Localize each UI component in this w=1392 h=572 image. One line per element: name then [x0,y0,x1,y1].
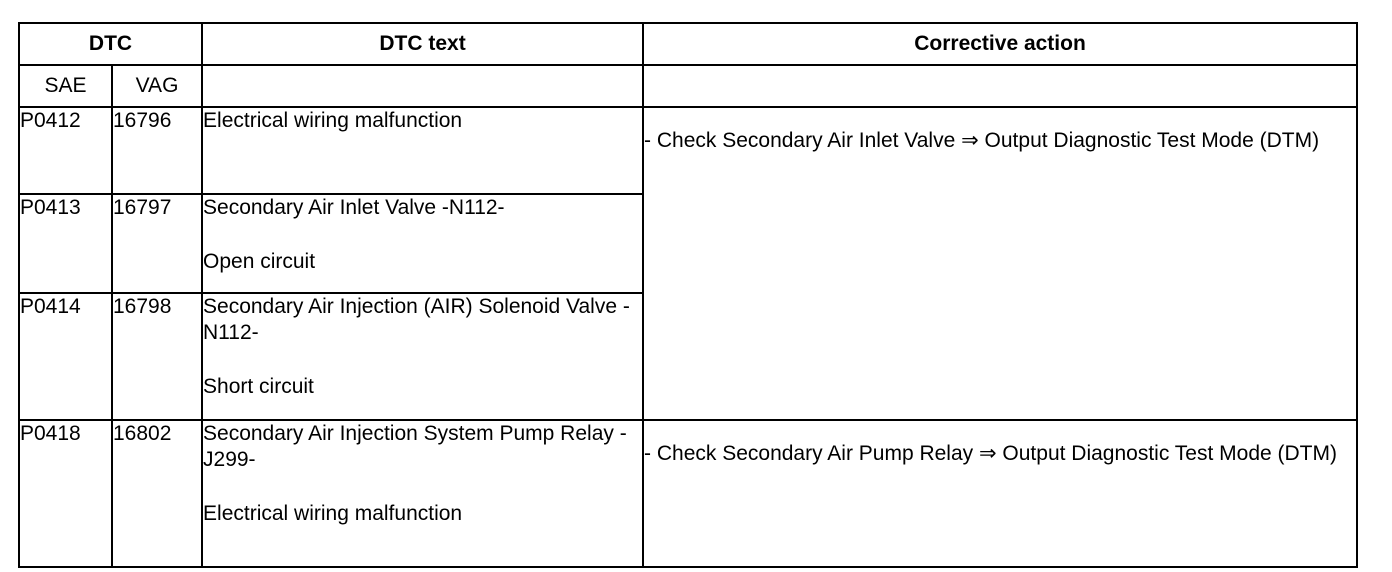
corrective-action-text: - Check Secondary Air Pump Relay ⇒ Output Diagnostic Test Mode (DTM) [644,442,1337,465]
dtc-text-line1: Secondary Air Injection System Pump Relay -J299- [203,422,627,471]
dtc-text-line2: Short circuit [203,375,314,398]
dtc-text-cell [202,194,643,293]
vag-code: 16798 [112,293,202,420]
vag-code: 16797 [112,194,202,293]
header-dtc: DTC [19,23,202,65]
dtc-text-line2: Electrical wiring malfunction [203,502,463,525]
header-corrective-action: Corrective action [643,23,1357,65]
header-dtc-text: DTC text [202,23,643,65]
corrective-action-cell [643,107,1357,420]
dtc-table [18,22,1358,568]
dtc-text-line1: Secondary Air Inlet Valve -N112- [203,196,505,219]
sub-header-row [19,65,1357,107]
dtc-text-cell [202,107,643,194]
header-empty-action [643,65,1357,107]
dtc-text-cell [202,420,643,567]
dtc-text-cell [202,293,643,420]
sae-code: P0413 [19,194,112,293]
corrective-action-cell [643,420,1357,567]
vag-code: 16796 [112,107,202,194]
sae-code: P0418 [19,420,112,567]
dtc-text-line1: Secondary Air Injection (AIR) Solenoid Valve -N112- [203,295,630,344]
corrective-action-text: - Check Secondary Air Inlet Valve ⇒ Output Diagnostic Test Mode (DTM) [644,129,1320,152]
vag-code: 16802 [112,420,202,567]
header-row [19,23,1357,65]
header-sae: SAE [19,65,112,107]
dtc-text-line2: Open circuit [203,250,316,273]
header-vag: VAG [112,65,202,107]
sae-code: P0414 [19,293,112,420]
sae-code: P0412 [19,107,112,194]
dtc-text-line1: Electrical wiring malfunction [203,109,463,132]
table-row [19,420,1357,567]
table-row [19,107,1357,194]
header-empty-text [202,65,643,107]
